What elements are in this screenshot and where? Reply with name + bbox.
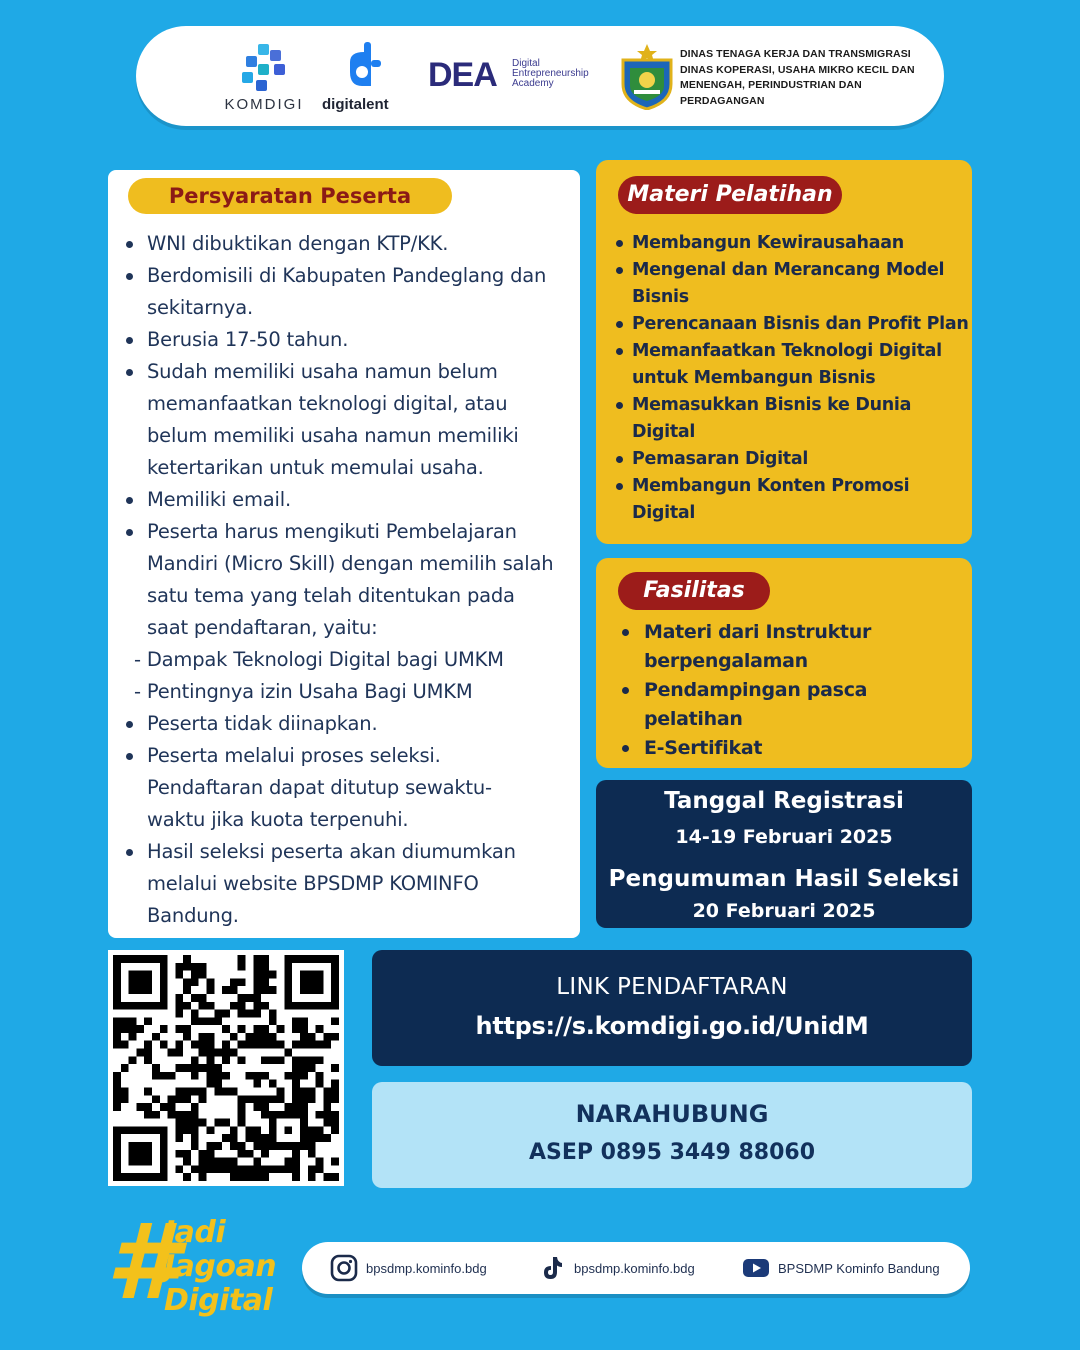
requirement-line: Peserta melalui proses seleksi. bbox=[122, 740, 580, 772]
registration-link-label: LINK PENDAFTARAN bbox=[556, 974, 788, 1000]
contact-card bbox=[372, 1082, 972, 1188]
requirement-line: Memiliki email. bbox=[122, 484, 580, 516]
facility-item: E-Sertifikat bbox=[620, 734, 960, 763]
requirements-title: Persyaratan Peserta bbox=[128, 178, 452, 214]
contact-label: NARAHUBUNG bbox=[575, 1100, 769, 1128]
registration-label: Tanggal Registrasi bbox=[664, 788, 904, 814]
material-item: Membangun Konten Promosi Digital bbox=[614, 473, 970, 527]
announcement-date: 20 Februari 2025 bbox=[692, 900, 876, 922]
material-item: Memanfaatkan Teknologi Digital untuk Membangun Bisnis bbox=[614, 338, 970, 392]
registration-date: 14-19 Februari 2025 bbox=[675, 826, 893, 848]
requirement-line: Berusia 17-50 tahun. bbox=[122, 324, 580, 356]
hashtag-symbol: # bbox=[106, 1201, 179, 1323]
requirement-line: Peserta harus mengikuti Pembelajaran bbox=[122, 516, 580, 548]
requirement-line: Mandiri (Micro Skill) dengan memilih salah bbox=[147, 552, 554, 575]
digitalent-mark-icon bbox=[342, 42, 388, 88]
materials-card bbox=[596, 160, 972, 544]
komdigi-mark-icon bbox=[238, 44, 290, 94]
requirement-sub-item: - Pentingnya izin Usaha Bagi UMKM bbox=[134, 680, 473, 703]
instagram-link[interactable] bbox=[330, 1254, 487, 1282]
requirement-line: saat pendaftaran, yaitu: bbox=[147, 616, 378, 639]
requirement-line: melalui website BPSDMP KOMINFO bbox=[147, 872, 479, 895]
requirement-line: sekitarnya. bbox=[147, 296, 253, 319]
dinas-logo bbox=[618, 42, 938, 112]
requirement-sub-item: - Dampak Teknologi Digital bagi UMKM bbox=[134, 648, 504, 671]
tiktok-icon bbox=[538, 1254, 566, 1282]
instagram-icon bbox=[330, 1254, 358, 1282]
requirement-line: Berdomisili di Kabupaten Pandeglang dan bbox=[122, 260, 580, 292]
registration-link-card bbox=[372, 950, 972, 1066]
requirement-line: Pendaftaran dapat ditutup sewaktu- bbox=[147, 776, 492, 799]
material-item: Membangun Kewirausahaan bbox=[614, 230, 970, 257]
qr-code-icon bbox=[113, 955, 339, 1181]
youtube-channel: BPSDMP Kominfo Bandung bbox=[778, 1260, 940, 1276]
material-item: Pemasaran Digital bbox=[614, 446, 970, 473]
requirement-line: Sudah memiliki usaha namun belum bbox=[122, 356, 580, 388]
registration-link[interactable]: https://s.komdigi.go.id/UnidM bbox=[475, 1012, 869, 1040]
announcement-label: Pengumuman Hasil Seleksi bbox=[608, 866, 960, 892]
requirements-list bbox=[122, 228, 580, 932]
facilities-list bbox=[620, 618, 960, 763]
facilities-title: Fasilitas bbox=[618, 572, 770, 610]
requirement-line: Hasil seleksi peserta akan diumumkan bbox=[122, 836, 580, 868]
hashtag-words: Jadi Jagoan Digital bbox=[164, 1215, 277, 1318]
komdigi-label: KOMDIGI bbox=[224, 96, 304, 113]
komdigi-logo bbox=[214, 44, 314, 113]
requirement-line: belum memiliki usaha namun memiliki bbox=[147, 424, 519, 447]
requirement-line: ketertarikan untuk memulai usaha. bbox=[147, 456, 484, 479]
material-item: Mengenal dan Merancang Model Bisnis bbox=[614, 257, 970, 311]
digitalent-logo bbox=[322, 42, 408, 113]
dates-card bbox=[596, 780, 972, 928]
hashtag-logo bbox=[106, 1201, 306, 1323]
tiktok-link[interactable] bbox=[538, 1254, 695, 1282]
digitalent-label: digitalent bbox=[322, 96, 389, 113]
contact-phone[interactable]: ASEP 0895 3449 88060 bbox=[529, 1140, 815, 1165]
requirements-card bbox=[108, 170, 580, 938]
social-bar bbox=[302, 1242, 970, 1294]
requirement-line: waktu jika kuota terpenuhi. bbox=[147, 808, 409, 831]
material-item: Memasukkan Bisnis ke Dunia Digital bbox=[614, 392, 970, 446]
dinas-name: DINAS TENAGA KERJA DAN TRANSMIGRASI DINAS KOPERASI, USAHA MIKRO KECIL DAN MENENGAH, PERINDUSTRIAN DAN PERDAGANGAN bbox=[680, 48, 915, 107]
requirement-line: Bandung. bbox=[147, 904, 239, 927]
requirement-line: WNI dibuktikan dengan KTP/KK. bbox=[122, 228, 580, 260]
tiktok-handle: bpsdmp.kominfo.bdg bbox=[574, 1260, 695, 1276]
requirement-line: memanfaatkan teknologi digital, atau bbox=[147, 392, 508, 415]
instagram-handle: bpsdmp.kominfo.bdg bbox=[366, 1260, 487, 1276]
facility-item: Materi dari Instruktur berpengalaman bbox=[620, 618, 960, 676]
dea-logo bbox=[428, 56, 608, 96]
requirement-line: satu tema yang telah ditentukan pada bbox=[147, 584, 515, 607]
materials-list bbox=[614, 230, 970, 527]
material-item: Perencanaan Bisnis dan Profit Plan bbox=[614, 311, 970, 338]
materials-title: Materi Pelatihan bbox=[618, 176, 842, 214]
pandeglang-emblem-icon bbox=[618, 42, 676, 110]
requirement-line: Peserta tidak diinapkan. bbox=[122, 708, 580, 740]
youtube-link[interactable] bbox=[742, 1254, 940, 1282]
registration-qr-code[interactable] bbox=[108, 950, 344, 1186]
facilities-card bbox=[596, 558, 972, 768]
youtube-icon bbox=[742, 1254, 770, 1282]
facility-item: Pendampingan pasca pelatihan bbox=[620, 676, 960, 734]
dea-subtitle: Digital Entrepreneurship Academy bbox=[512, 58, 589, 89]
dea-label: DEA bbox=[428, 56, 497, 94]
